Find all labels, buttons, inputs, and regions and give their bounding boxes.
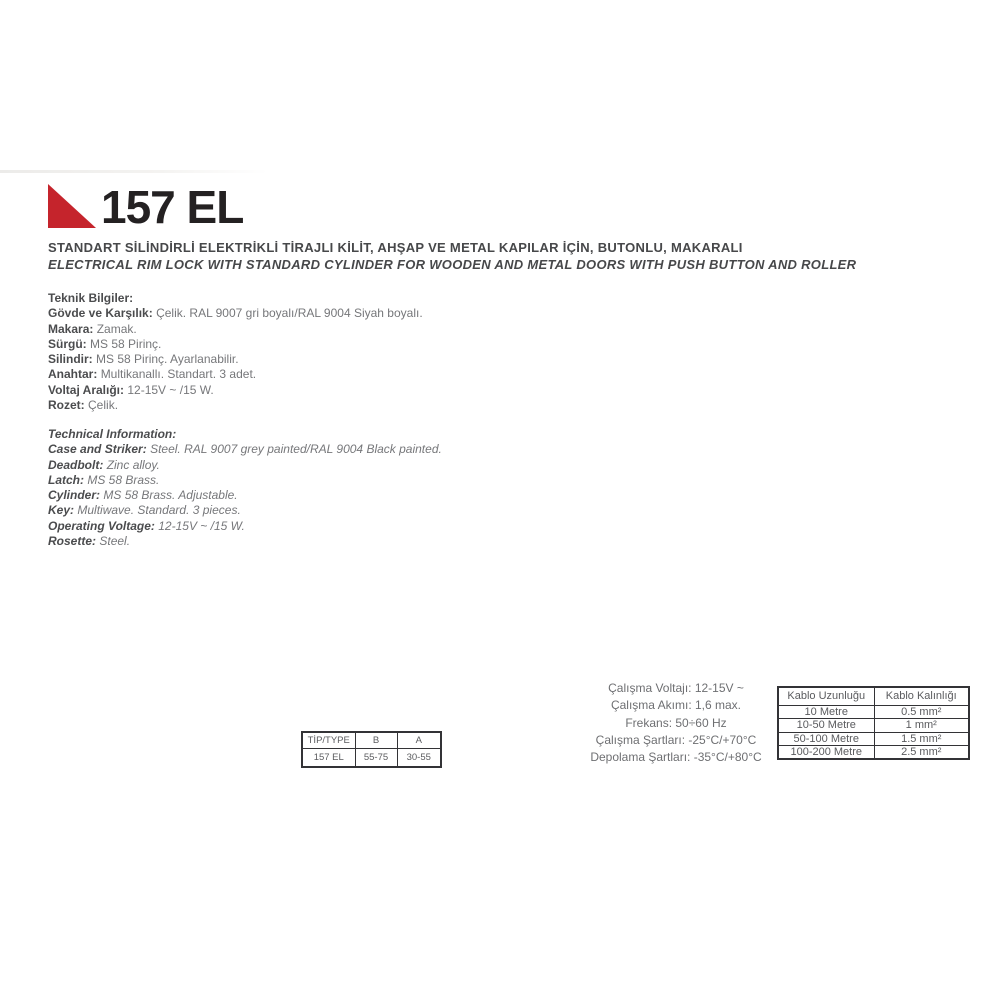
spec-line-operating-voltage: Çalışma Voltajı: 12-15V ~ — [608, 681, 744, 695]
spec-value: Zinc alloy. — [106, 457, 160, 472]
spec-label: Key: — [48, 503, 75, 518]
spec-value: Steel. RAL 9007 grey painted/RAL 9004 Black painted. — [150, 442, 442, 457]
spec-line-voltage — [48, 383, 423, 398]
spec-label: Case and Striker: — [48, 442, 147, 457]
spec-label: Cylinder: — [48, 488, 101, 503]
spec-line-case — [48, 442, 442, 457]
table-header-row — [302, 732, 441, 748]
spec-value: MS 58 Brass. Adjustable. — [103, 488, 238, 503]
spec-label: Deadbolt: — [48, 457, 104, 472]
product-description-turkish: STANDART SİLİNDİRLİ ELEKTRİKLİ TİRAJLI KİLİT, AHŞAP VE METAL KAPILAR İÇİN, BUTONLU, MAKARALI — [48, 240, 743, 255]
spec-value: Çelik. RAL 9007 gri boyalı/RAL 9004 Siyah boyalı. — [156, 306, 423, 321]
spec-line-latch — [48, 473, 442, 488]
spec-label: Latch: — [48, 472, 84, 487]
product-description-english: ELECTRICAL RIM LOCK WITH STANDARD CYLINDER FOR WOODEN AND METAL DOORS WITH PUSH BUTTON AND ROLLER — [48, 257, 857, 272]
spec-line-roller — [48, 322, 423, 337]
type-table — [301, 731, 442, 768]
cable-length-cell: 10 Metre — [778, 705, 874, 719]
table-row — [778, 705, 969, 719]
cable-thickness-cell: 1.5 mm² — [874, 732, 969, 746]
scan-artifact-line — [0, 170, 268, 173]
spec-value: Çelik. — [88, 398, 119, 413]
spec-line-cylinder — [48, 488, 442, 503]
spec-value: 12-15V ~ /15 W. — [158, 518, 245, 533]
cable-length-cell: 10-50 Metre — [778, 719, 874, 733]
table-header-row — [778, 687, 969, 705]
spec-value: MS 58 Brass. — [87, 472, 160, 487]
technical-info-english — [48, 427, 442, 549]
spec-line-key — [48, 367, 423, 382]
spec-label: Rozet: — [48, 398, 85, 413]
spec-line-deadbolt — [48, 458, 442, 473]
spec-line-storage-conditions: Depolama Şartları: -35°C/+80°C — [590, 750, 762, 765]
type-table-cell-b: 55-75 — [355, 748, 397, 767]
page-title: 157 EL — [101, 181, 244, 233]
cable-table — [777, 686, 970, 760]
spec-value: Steel. — [99, 534, 131, 549]
type-table-header-tip: TİP/TYPE — [302, 732, 355, 748]
cable-table-header-length: Kablo Uzunluğu — [778, 687, 874, 705]
spec-label: Rosette: — [48, 534, 97, 549]
table-row — [778, 732, 969, 746]
spec-line-operating-conditions: Çalışma Şartları: -25°C/+70°C — [595, 732, 757, 747]
table-row — [778, 746, 969, 760]
cable-thickness-cell: 2.5 mm² — [874, 746, 969, 760]
spec-label: Sürgü: — [48, 336, 87, 351]
spec-label: Voltaj Aralığı: — [48, 382, 125, 397]
cable-thickness-cell: 1 mm² — [874, 719, 969, 733]
spec-label: Makara: — [48, 321, 94, 336]
spec-value: 12-15V ~ /15 W. — [127, 382, 214, 397]
spec-label: Silindir: — [48, 352, 93, 367]
spec-value: Multikanallı. Standart. 3 adet. — [100, 367, 257, 382]
spec-value: Multiwave. Standard. 3 pieces. — [77, 503, 241, 518]
spec-line-case — [48, 306, 423, 321]
cable-length-cell: 100-200 Metre — [778, 746, 874, 760]
spec-label: Operating Voltage: — [48, 518, 155, 533]
type-table-cell-model: 157 EL — [302, 748, 355, 767]
table-row — [778, 719, 969, 733]
type-table-header-b: B — [355, 732, 397, 748]
spec-line-key — [48, 503, 442, 518]
spec-line-rosette — [48, 398, 423, 413]
cable-table-header-thickness: Kablo Kalınlığı — [874, 687, 969, 705]
spec-line-latch — [48, 337, 423, 352]
spec-value: MS 58 Pirinç. Ayarlanabilir. — [96, 352, 239, 367]
type-table-header-a: A — [397, 732, 441, 748]
cable-thickness-cell: 0.5 mm² — [874, 705, 969, 719]
section-title: Technical Information: — [48, 427, 177, 441]
spec-line-rosette — [48, 534, 442, 549]
cable-length-cell: 50-100 Metre — [778, 732, 874, 746]
electrical-specs-block — [560, 680, 792, 766]
spec-line-operating-current: Çalışma Akımı: 1,6 max. — [610, 698, 742, 713]
spec-label: Gövde ve Karşılık: — [48, 306, 153, 321]
brand-triangle-icon — [48, 184, 96, 228]
spec-line-voltage — [48, 519, 442, 534]
spec-label: Anahtar: — [48, 367, 98, 382]
spec-value: MS 58 Pirinç. — [90, 336, 162, 351]
type-table-cell-a: 30-55 — [397, 748, 441, 767]
technical-info-turkish — [48, 291, 423, 413]
spec-line-cylinder — [48, 352, 423, 367]
spec-value: Zamak. — [96, 321, 137, 336]
section-title: Teknik Bilgiler: — [48, 291, 134, 305]
spec-line-frequency: Frekans: 50÷60 Hz — [625, 715, 727, 730]
table-row — [302, 748, 441, 767]
